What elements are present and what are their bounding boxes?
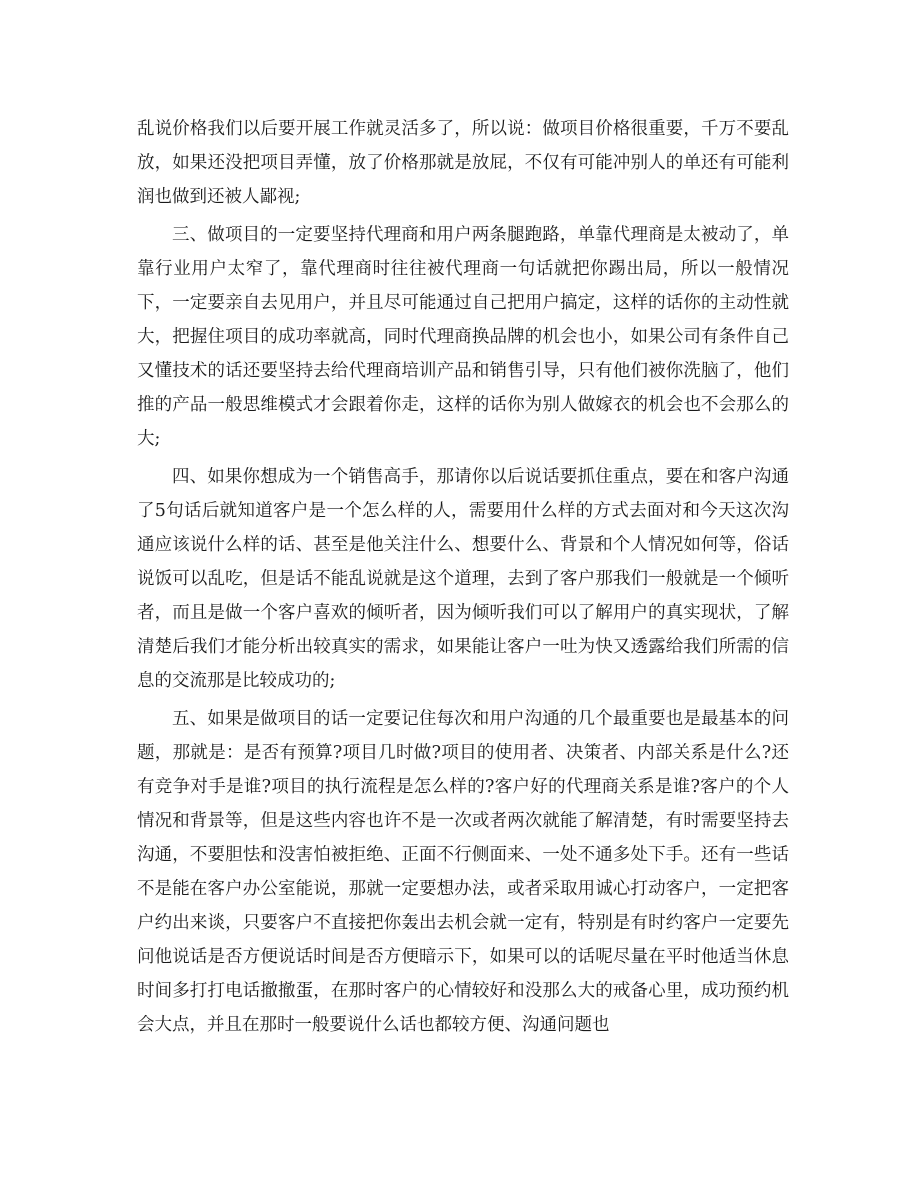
paragraph-4: 五、如果是做项目的话一定要记住每次和用户沟通的几个最重要也是最基本的问题，那就是：是否有预算?项目几时做?项目的使用者、决策者、内部关系是什么?还有竞争对手是谁?项目的执行流程是怎么样的?客户好的代理商关系是谁?客户的个人情况和背景等，但是这些内容也许不是一次或者两次就能了解清楚，有时需要坚持去沟通，不要胆怯和没害怕被拒绝、正面不行侧面来、一处不通多处下手。还有一些话不是能在客户办公室能说，那就一定要想办法，或者采取用诚心打动客户，一定把客户约出来谈，只要客户不直接把你轰出去机会就一定有，特别是有时约客户一定要先问他说话是否方便说话时间是否方便暗示下，如果可以的话呢尽量在平时他适当休息时间多打打电话撤撤蛋，在那时客户的心情较好和没那么大的戒备心里，成功预约机会大点，并且在那时一般要说什么话也都较方便、沟通问题也 — [137, 709, 789, 1035]
document-body — [137, 112, 789, 1046]
paragraph-2: 三、做项目的一定要坚持代理商和用户两条腿跑路，单靠代理商是太被动了，单靠行业用户太窄了，靠代理商时往往被代理商一句话就把你踢出局，所以一般情况下，一定要亲自去见用户，并且尽可能通过自己把用户搞定，这样的话你的主动性就大，把握住项目的成功率就高，同时代理商换品牌的机会也小，如果公司有条件自己又懂技术的话还要坚持去给代理商培训产品和销售引导，只有他们被你洗脑了，他们推的产品一般思维模式才会跟着你走，这样的话你为别人做嫁衣的机会也不会那么的大; — [137, 225, 789, 449]
paragraph-1: 乱说价格我们以后要开展工作就灵活多了，所以说：做项目价格很重要，千万不要乱放，如果还没把项目弄懂，放了价格那就是放屁，不仅有可能冲别人的单还有可能利润也做到还被人鄙视; — [137, 119, 789, 207]
paragraph-3: 四、如果你想成为一个销售高手，那请你以后说话要抓住重点，要在和客户沟通了5句话后就知道客户是一个怎么样的人，需要用什么样的方式去面对和今天这次沟通应该说什么样的话、甚至是他关注什么、想要什么、背景和个人情况如何等，俗话说饭可以乱吃，但是话不能乱说就是这个道理，去到了客户那我们一般就是一个倾听者，而且是做一个客户喜欢的倾听者，因为倾听我们可以了解用户的真实现状，了解清楚后我们才能分析出较真实的需求，如果能让客户一吐为快又透露给我们所需的信息的交流那是比较成功的; — [137, 467, 789, 691]
